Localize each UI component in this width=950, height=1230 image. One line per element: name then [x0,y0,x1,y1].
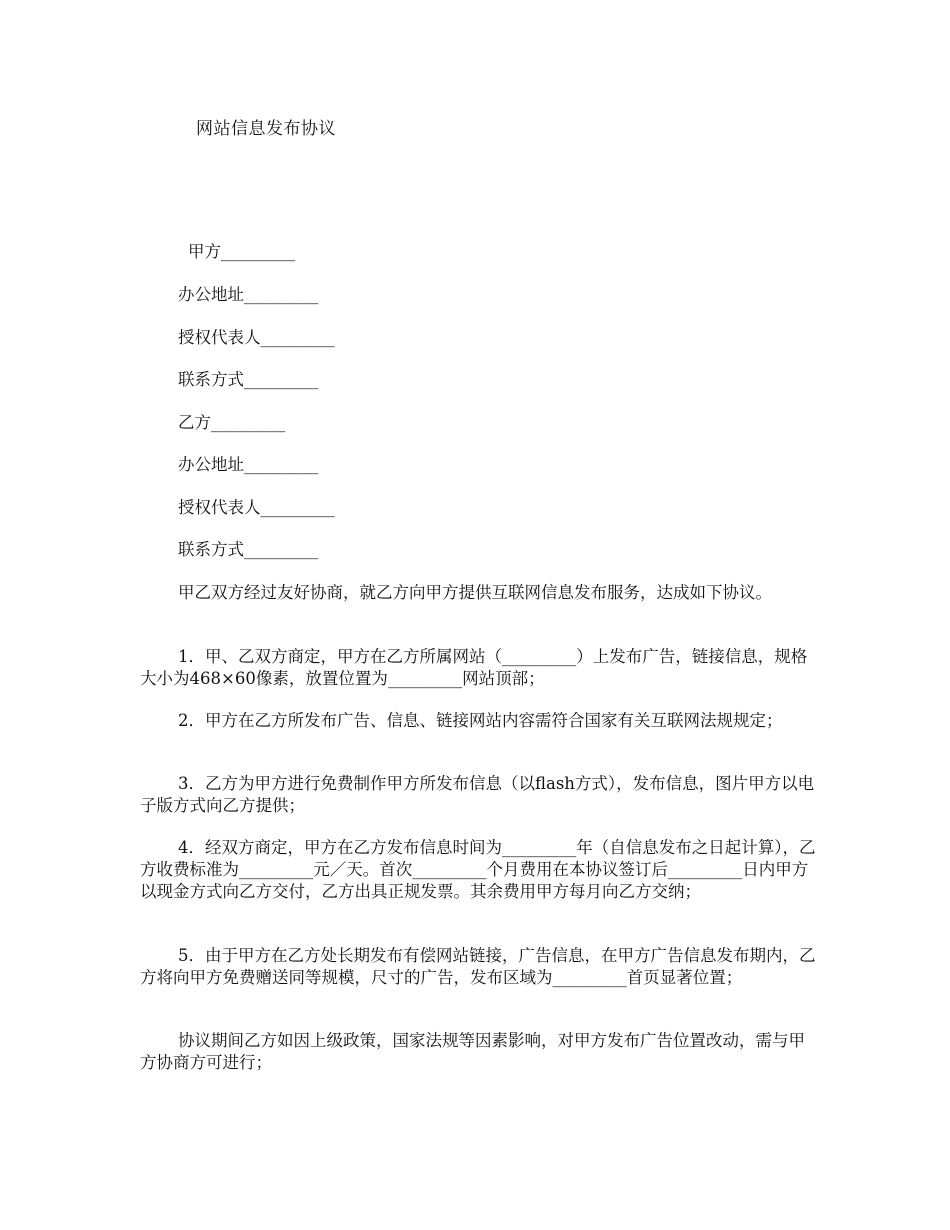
clause-3-paragraph: 3．乙方为甲方进行免费制作甲方所发布信息（以flash方式），发布信息，图片甲方以电子版方式向乙方提供； [140,774,815,815]
clause-5-paragraph: 5．由于甲方在乙方处长期发布有偿网站链接，广告信息，在甲方广告信息发布期内，乙方将向甲方免费赠送同等规模，尺寸的广告，发布区域为_________首页显著位置； [140,946,816,987]
party-a-contact: 联系方式_________ [178,370,319,389]
clause-4-paragraph: 4．经双方商定，甲方在乙方发布信息时间为_________年（自信息发布之日起计算），乙方收费标准为_________元／天。首次_________个月费用在本协议签订后_________日内甲方以现金方式向乙方交付，乙方出具正规发票。其余费用甲方每月向乙方交纳； [140,838,816,901]
agreement-intro-paragraph: 甲乙双方经过友好协商，就乙方向甲方提供互联网信息发布服务，达成如下协议。 [178,583,772,602]
policy-change-paragraph: 协议期间乙方如因上级政策，国家法规等因素影响，对甲方发布广告位置改动，需与甲方协商方可进行； [140,1031,805,1072]
party-b-address: 办公地址_________ [178,455,319,474]
party-b-contact: 联系方式_________ [178,540,319,559]
party-b-representative: 授权代表人_________ [178,498,335,517]
party-b-name: 乙方_________ [178,413,286,432]
party-a-name: 甲方_________ [188,242,296,261]
party-a-address: 办公地址_________ [178,285,319,304]
clause-1-paragraph: 1．甲、乙双方商定，甲方在乙方所属网站（_________）上发布广告，链接信息，规格大小为468×60像素，放置位置为_________网站顶部； [140,647,808,688]
party-a-representative: 授权代表人_________ [178,328,335,347]
clause-2-paragraph: 2．甲方在乙方所发布广告、信息、链接网站内容需符合国家有关互联网法规规定； [178,711,783,730]
document-title: 网站信息发布协议 [196,119,336,139]
